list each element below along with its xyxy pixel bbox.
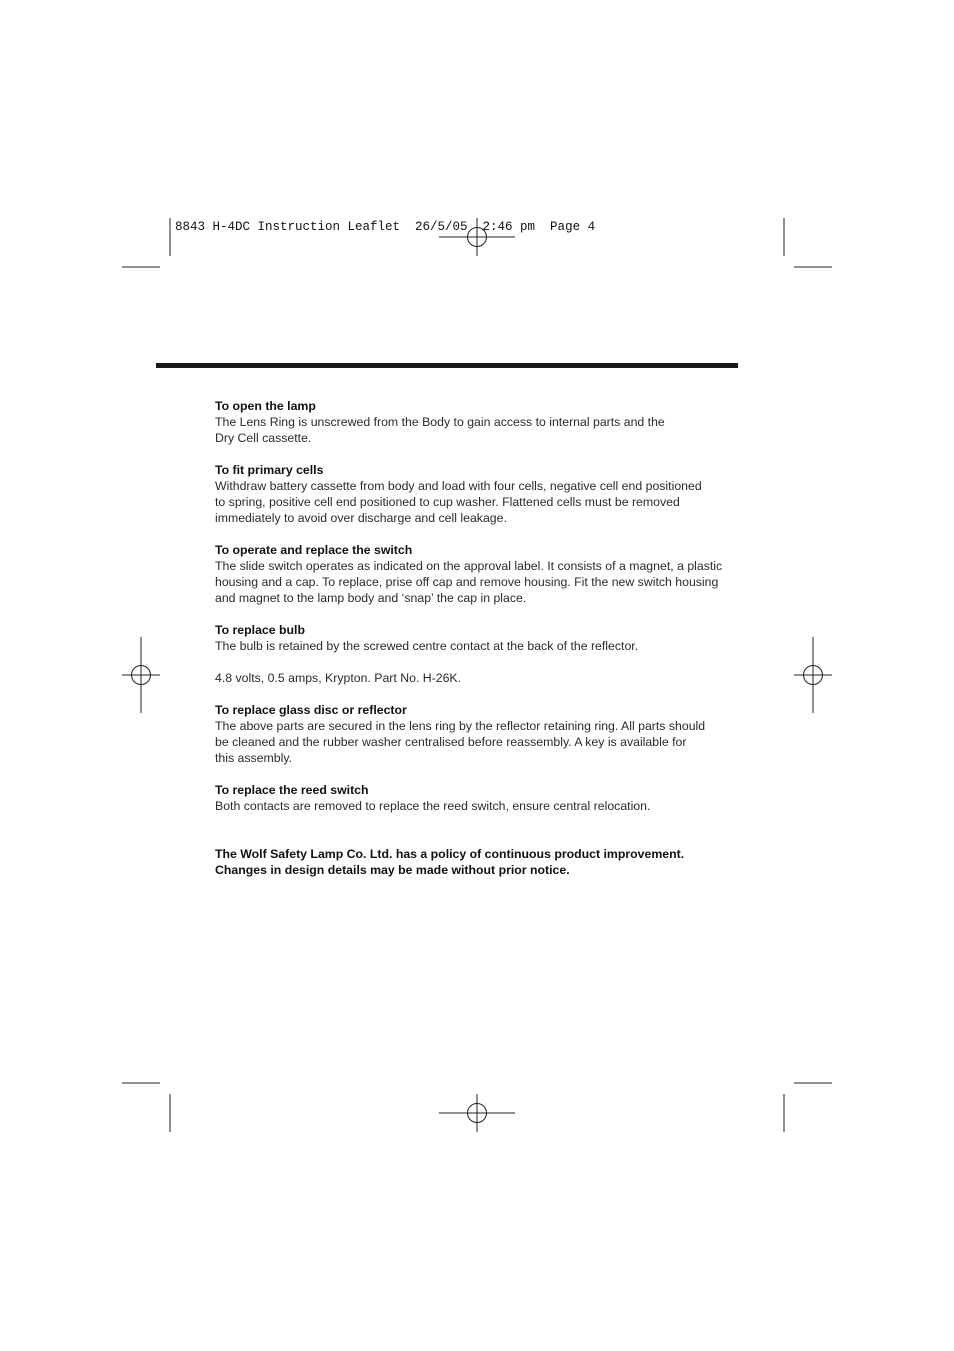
section-heading: To fit primary cells: [215, 463, 324, 477]
section-open-lamp: [215, 398, 745, 446]
section-replace-glass-disc: [215, 702, 745, 766]
section-text: [215, 558, 745, 606]
text-line: Dry Cell cassette.: [215, 431, 312, 445]
company-notice: [215, 846, 745, 878]
section-text: [215, 718, 745, 766]
registration-mark-bottom: [439, 1094, 515, 1132]
section-replace-reed-switch: [215, 782, 745, 814]
section-text: [215, 798, 745, 814]
section-text: [215, 670, 745, 686]
section-text: [215, 414, 745, 446]
section-replace-bulb: [215, 622, 745, 654]
text-line: housing and a cap. To replace, prise off cap and remove housing. Fit the new switch housing: [215, 575, 719, 589]
section-bulb-spec: [215, 670, 745, 686]
text-line: The bulb is retained by the screwed centre contact at the back of the reflector.: [215, 639, 639, 653]
text-line: immediately to avoid over discharge and cell leakage.: [215, 511, 507, 525]
text-line: The Lens Ring is unscrewed from the Body to gain access to internal parts and the: [215, 415, 665, 429]
text-line: Both contacts are removed to replace the reed switch, ensure central relocation.: [215, 799, 651, 813]
text-line: to spring, positive cell end positioned to cup washer. Flattened cells must be removed: [215, 495, 680, 509]
text-line: and magnet to the lamp body and ‘snap’ the cap in place.: [215, 591, 527, 605]
section-text: [215, 478, 745, 526]
notice-line: Changes in design details may be made without prior notice.: [215, 863, 570, 877]
text-line: this assembly.: [215, 751, 292, 765]
text-line: Withdraw battery cassette from body and load with four cells, negative cell end positioned: [215, 479, 702, 493]
text-line: be cleaned and the rubber washer centralised before reassembly. A key is available for: [215, 735, 687, 749]
registration-mark-left: [122, 637, 160, 713]
header-rule: [156, 363, 738, 368]
section-text: [215, 638, 745, 654]
section-heading: To operate and replace the switch: [215, 543, 413, 557]
section-operate-switch: [215, 542, 745, 606]
instructions-body: [215, 398, 745, 878]
bulb-spec-line: 4.8 volts, 0.5 amps, Krypton. Part No. H-26K.: [215, 671, 462, 685]
print-slug: 8843 H-4DC Instruction Leaflet 26/5/05 2:46 pm Page 4: [175, 220, 596, 234]
section-heading: To replace glass disc or reflector: [215, 703, 407, 717]
section-heading: To replace bulb: [215, 623, 305, 637]
text-line: The slide switch operates as indicated on the approval label. It consists of a magnet, a plastic: [215, 559, 723, 573]
section-fit-primary-cells: [215, 462, 745, 526]
section-heading: To open the lamp: [215, 399, 316, 413]
text-line: The above parts are secured in the lens ring by the reflector retaining ring. All parts should: [215, 719, 706, 733]
registration-mark-right: [794, 637, 832, 713]
section-heading: To replace the reed switch: [215, 783, 369, 797]
notice-line: The Wolf Safety Lamp Co. Ltd. has a policy of continuous product improvement.: [215, 847, 685, 861]
